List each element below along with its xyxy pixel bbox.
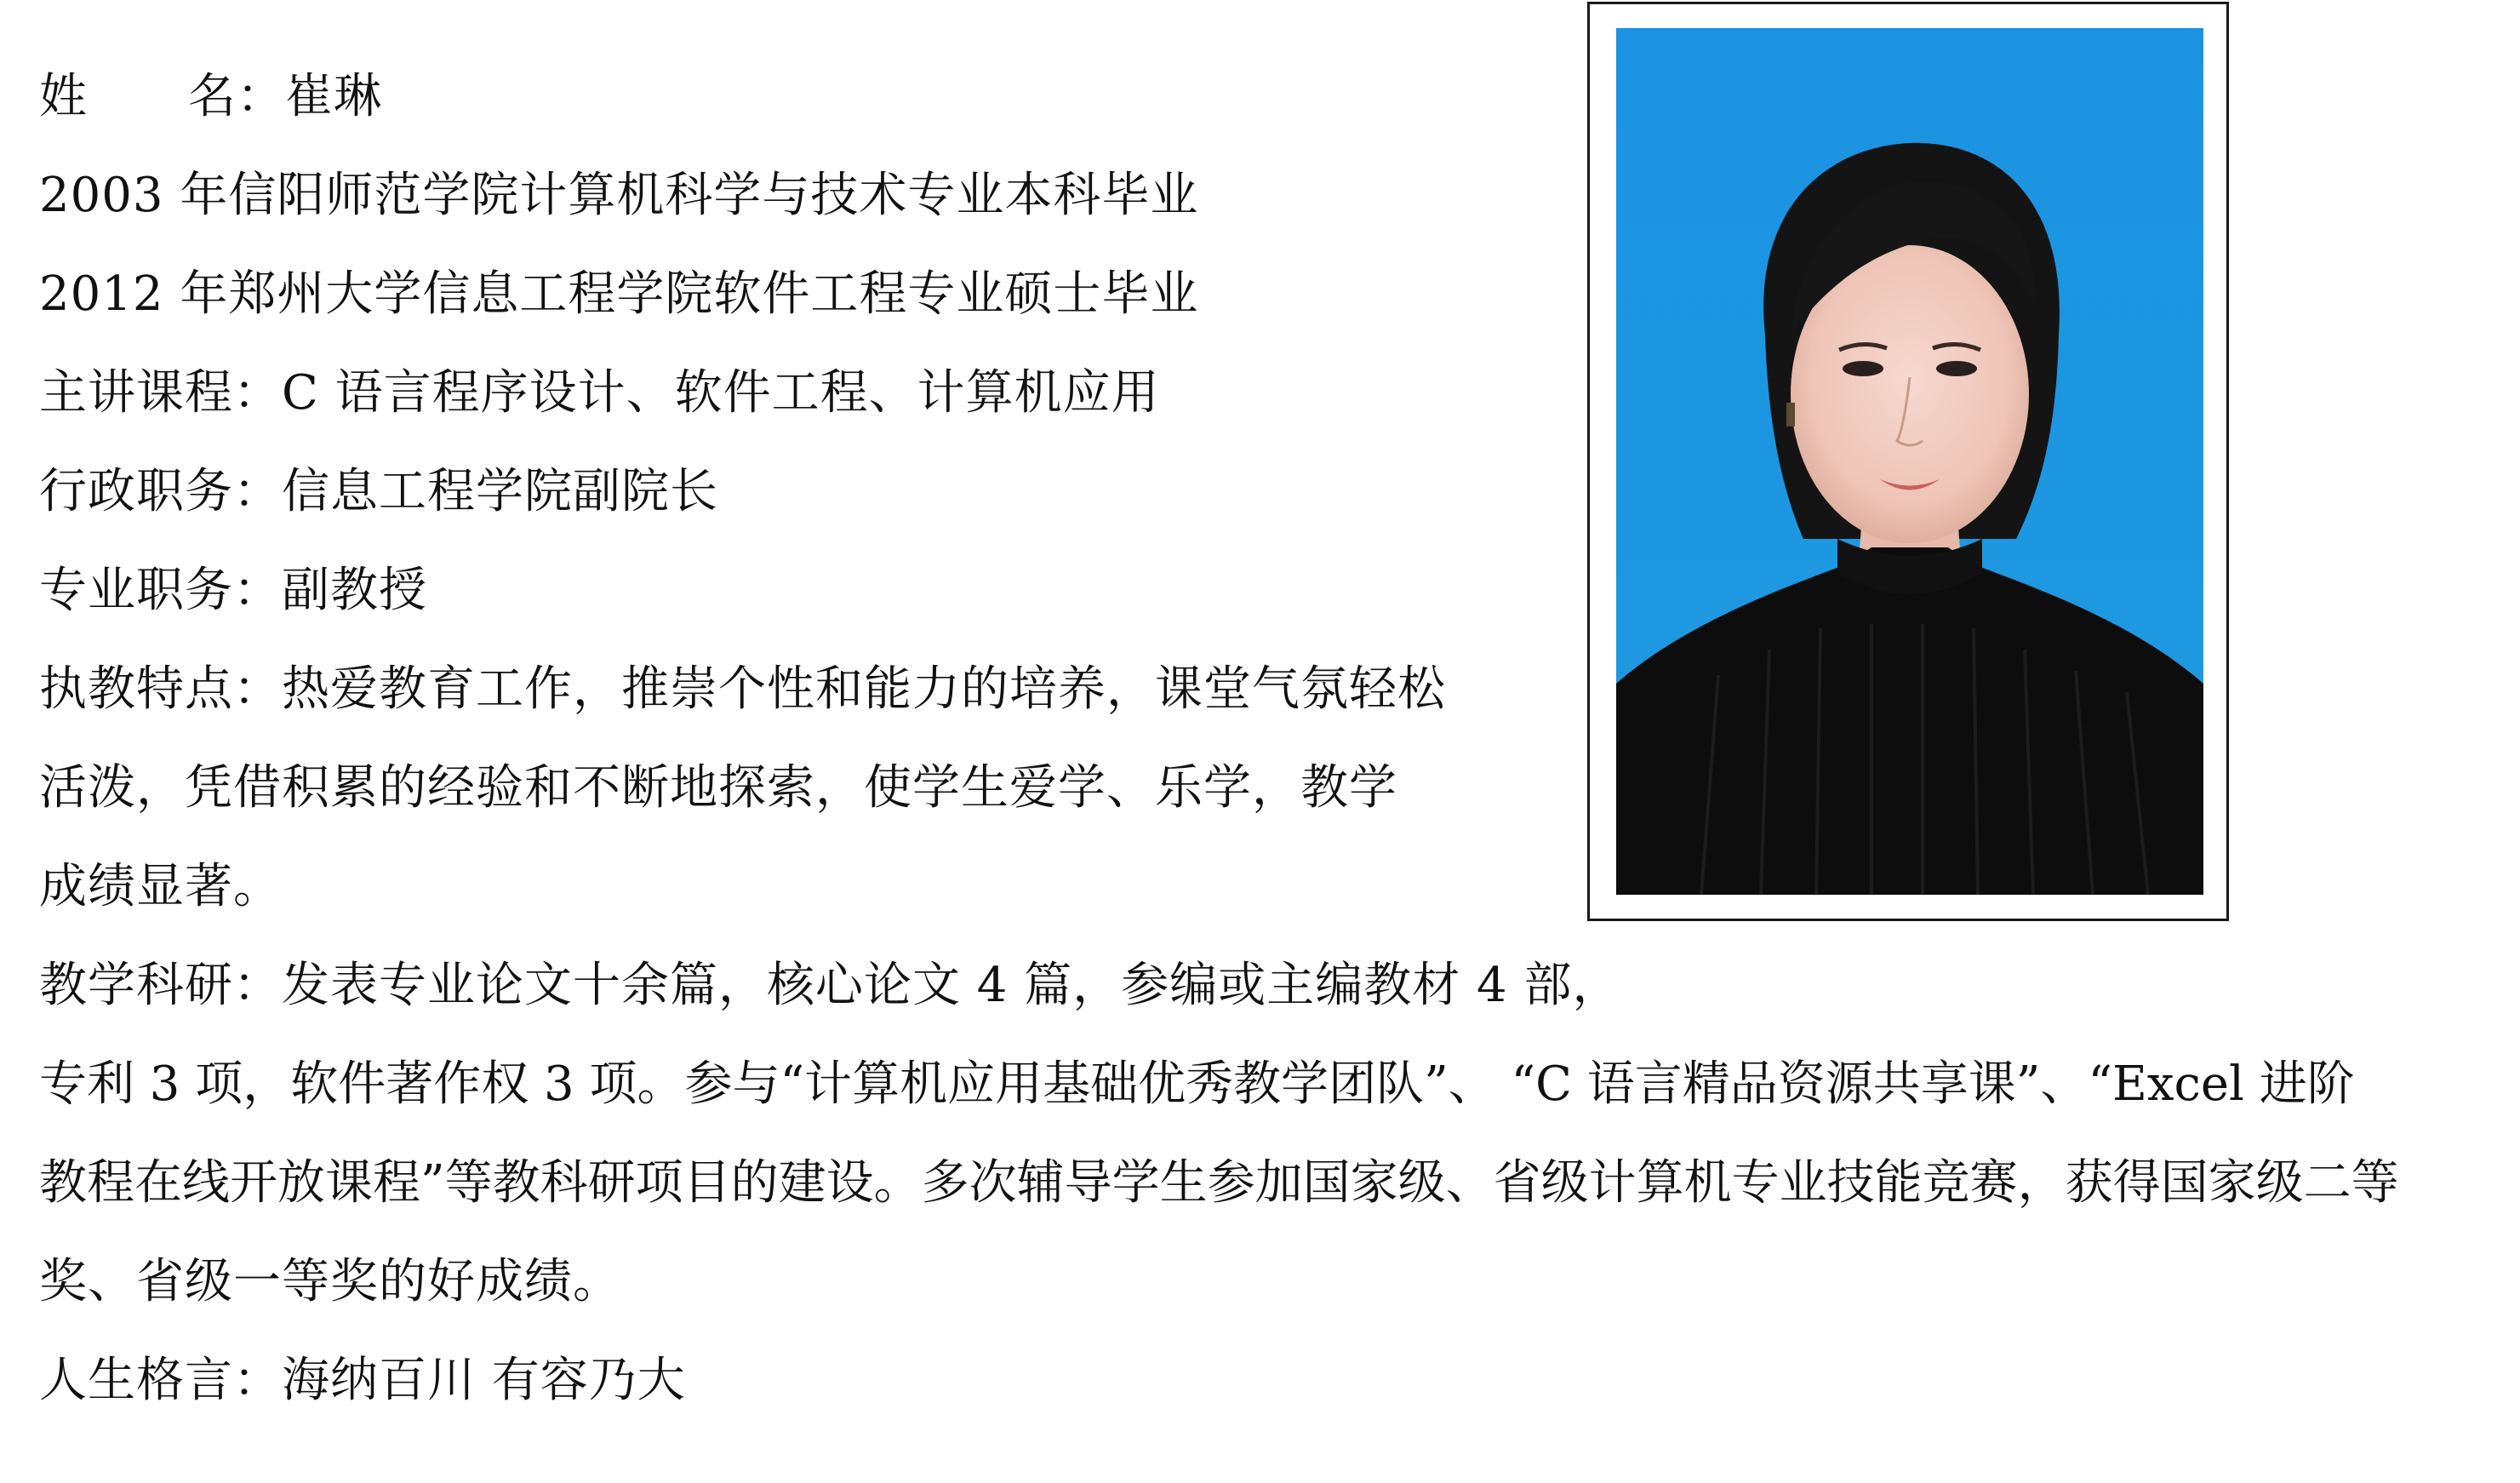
- motto-label: 人生格言：: [39, 1353, 282, 1408]
- portrait-photo: [1616, 28, 2203, 895]
- courses-label: 主讲课程：: [39, 365, 282, 421]
- name-label-part1: 姓: [39, 69, 88, 124]
- name-value: 崔琳: [285, 69, 382, 124]
- admin-label: 行政职务：: [39, 464, 282, 519]
- title-value: 副教授: [282, 563, 427, 618]
- research-line-4: 奖、省级一等奖的好成绩。: [39, 1254, 621, 1309]
- education-line-1: 2003 年信阳师范学院计算机科学与技术专业本科毕业: [39, 168, 1199, 223]
- courses-row: [39, 344, 1160, 443]
- teaching-label: 执教特点：: [39, 661, 282, 717]
- teaching-line-1: 热爱教育工作，推崇个性和能力的培养，课堂气氛轻松: [282, 661, 1446, 717]
- research-line-1: 发表专业论文十余篇，核心论文 4 篇，参编或主编教材 4 部，: [282, 958, 1621, 1013]
- research-line-2: 专利 3 项，软件著作权 3 项。参与“计算机应用基础优秀教学团队”、 “C 语言精品资源共享课”、“Excel 进阶: [39, 1056, 2355, 1112]
- title-label: 专业职务：: [39, 563, 282, 618]
- motto-row: [39, 1331, 686, 1430]
- research-row: [39, 936, 1620, 1035]
- teaching-row: [39, 640, 1446, 739]
- name-row: [39, 48, 382, 146]
- teaching-line-2: 活泼，凭借积累的经验和不断地探索，使学生爱学、乐学，教学: [39, 760, 1397, 816]
- photo-frame: [1587, 2, 2229, 921]
- admin-row: [39, 443, 718, 541]
- admin-value: 信息工程学院副院长: [282, 464, 718, 519]
- teaching-line-3: 成绩显著。: [39, 859, 282, 914]
- name-label-part2: 名：: [188, 69, 285, 124]
- research-label: 教学科研：: [39, 958, 282, 1013]
- motto-value: 海纳百川 有容乃大: [282, 1353, 686, 1408]
- portrait-illustration: [1616, 28, 2203, 895]
- education-line-2: 2012 年郑州大学信息工程学院软件工程专业硕士毕业: [39, 266, 1199, 322]
- research-line-3: 教程在线开放课程”等教科研项目的建设。多次辅导学生参加国家级、省级计算机专业技能竞赛，获得国家级二等: [39, 1155, 2399, 1211]
- courses-value: C 语言程序设计、软件工程、计算机应用: [282, 365, 1160, 421]
- title-row: [39, 541, 427, 640]
